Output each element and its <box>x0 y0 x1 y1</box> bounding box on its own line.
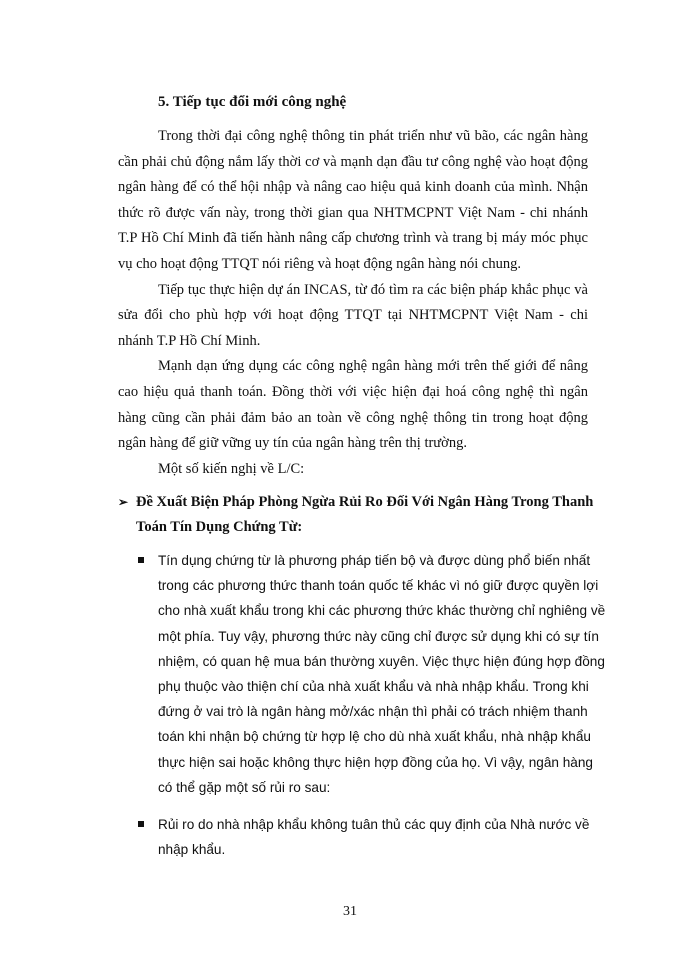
body-text <box>118 124 588 482</box>
paragraph-applications: Mạnh dạn ứng dụng các công nghệ ngân hàng mới trên thế giới để nâng cao hiệu quả thanh toán. Đồng thời với việc hiện đại hoá công nghệ thì ngân hàng cũng cần phải đảm bảo an toàn về công nghệ thông tin trong hoạt động ngân hàng để giữ vững uy tín của ngân hàng trên thị trường. <box>118 358 588 452</box>
page-number: 31 <box>343 904 357 919</box>
proposal-heading-text <box>136 490 598 540</box>
list-item <box>138 812 608 862</box>
paragraph-technology: Trong thời đại công nghệ thông tin phát triển như vũ bão, các ngân hàng cần phải chủ động nắm lấy thời cơ và mạnh dạn đầu tư công nghệ vào hoạt động ngân hàng để có thể hội nhập và nâng cao hiệu quả kinh doanh của mình. Nhận thức rõ được vấn này, trong thời gian qua NHTMCPNT Việt Nam - chi nhánh T.P Hồ Chí Minh đã tiến hành nâng cấp chương trình và trang bị máy móc phục vụ cho hoạt động TTQT nói riêng và hoạt động ngân hàng nói chung. <box>118 128 588 272</box>
square-bullet-icon <box>138 812 158 862</box>
risk-bullet-list <box>138 548 608 874</box>
square-bullet-icon <box>138 548 158 800</box>
list-item <box>138 548 608 800</box>
arrow-bullet-icon: ➢ <box>118 495 129 509</box>
paragraph-lc-intro: Một số kiến nghị về L/C: <box>158 460 305 477</box>
proposal-heading <box>118 490 598 540</box>
section-heading: 5. Tiếp tục đổi mới công nghệ <box>158 94 347 110</box>
paragraph-incas: Tiếp tục thực hiện dự án INCAS, từ đó tìm ra các biện pháp khắc phục và sửa đổi cho phù hợp với hoạt động TTQT tại NHTMCPNT Việt Nam - chi nhánh T.P Hồ Chí Minh. <box>118 281 588 349</box>
proposal-heading-line2: Toán Tín Dụng Chứng Từ: <box>136 519 303 535</box>
bullet-text: Rủi ro do nhà nhập khẩu không tuân thủ các quy định của Nhà nước về nhập khẩu. <box>158 817 590 858</box>
bullet-text: Tín dụng chứng từ là phương pháp tiến bộ và được dùng phổ biến nhất trong các phương thức thanh toán quốc tế khác vì nó giữ được quyền lợi cho nhà xuất khẩu trong khi các phương thức khác thường chỉ nghiêng về một phía. Tuy vậy, phương thức này cũng chỉ được sử dụng khi có sự tín nhiệm, có quan hệ mua bán thường xuyên. Việc thực hiện đúng hợp đồng phụ thuộc vào thiện chí của nhà xuất khẩu và nhà nhập khẩu. Trong khi đứng ở vai trò là ngân hàng mở/xác nhận thì phải có trách nhiệm thanh toán khi nhận bộ chứng từ hợp lệ cho dù nhà xuất khẩu, nhà nhập khẩu thực hiện sai hoặc không thực hiện hợp đồng của họ. Vì vậy, ngân hàng có thể gặp một số rủi ro sau: <box>158 553 606 795</box>
proposal-heading-line1: Đề Xuất Biện Pháp Phòng Ngừa Rủi Ro Đối Với Ngân Hàng Trong Thanh <box>136 494 594 510</box>
